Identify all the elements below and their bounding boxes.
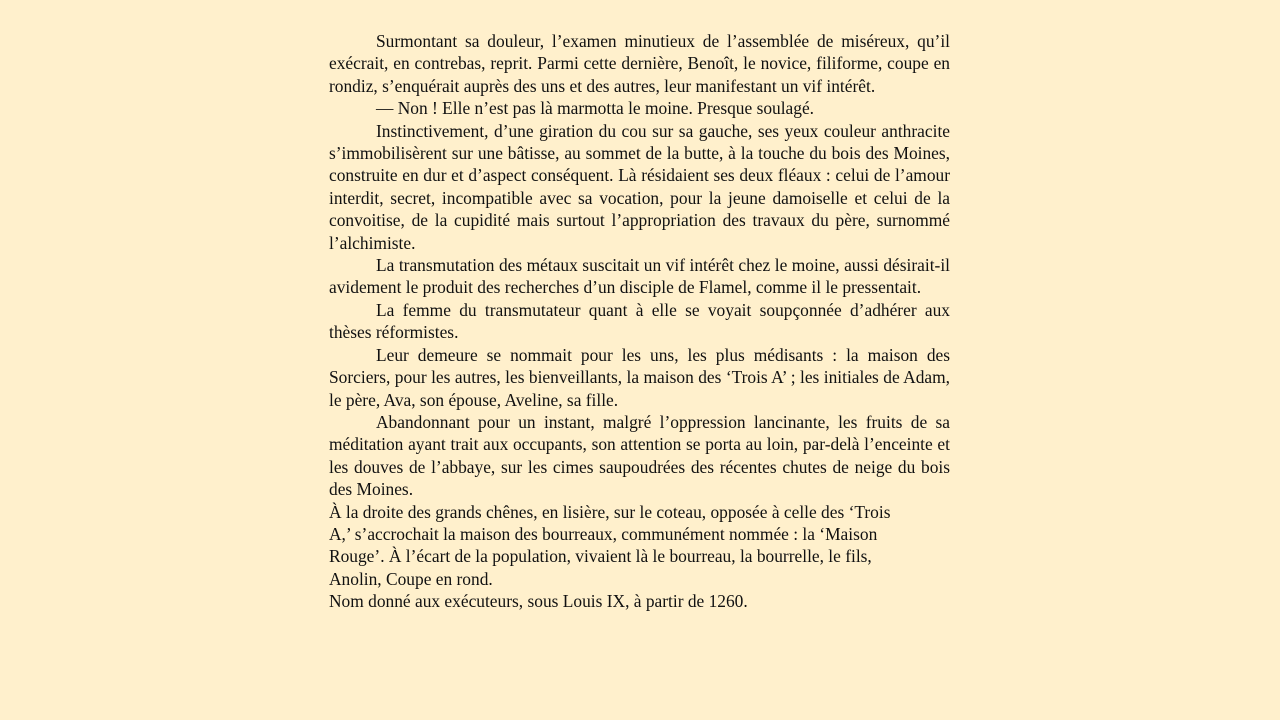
document-text — [329, 30, 950, 613]
paragraph: La transmutation des métaux suscitait un vif intérêt chez le moine, aussi désirait-il avidement le produit des recherches d’un disciple de Flamel, comme il le pressentait. — [329, 255, 950, 298]
text-line: À la droite des grands chênes, en lisière, sur le coteau, opposée à celle des ‘Trois — [329, 501, 891, 522]
text-line: A,’ s’accrochait la maison des bourreaux, communément nommée : la ‘Maison — [329, 523, 878, 544]
paragraph: Surmontant sa douleur, l’examen minutieux de l’assemblée de miséreux, qu’il exécrait, en contrebas, reprit. Parmi cette dernière, Benoît, le novice, filiforme, coupe en rondiz, s’enquérait auprès des uns et des autres, leur manifestant un vif intérêt. — [329, 31, 950, 96]
footnote-line: Nom donné aux exécuteurs, sous Louis IX, à partir de 1260. — [329, 591, 748, 612]
paragraph: Leur demeure se nommait pour les uns, les plus médisants : la maison des Sorciers, pour les autres, les bienveillants, la maison des ‘Trois A’ ; les initiales de Adam, le père, Ava, son épouse, Aveline, sa fille. — [329, 344, 950, 410]
paragraph: Abandonnant pour un instant, malgré l’oppression lancinante, les fruits de sa méditation ayant trait aux occupants, son attention se porta au loin, par-delà l’enceinte et les douves de l’abbaye, sur les cimes saupoudrées des récentes chutes de neige du bois des Moines. — [329, 411, 950, 500]
paragraph: La femme du transmutateur quant à elle se voyait soupçonnée d’adhérer aux thèses réformistes. — [329, 299, 950, 343]
paragraph: Instinctivement, d’une giration du cou sur sa gauche, ses yeux couleur anthracite s’immobilisèrent sur une bâtisse, au sommet de la butte, à la touche du bois des Moines, construite en dur et d’aspect conséquent. Là résidaient ses deux fléaux : celui de l’amour interdit, secret, incompatible avec sa vocation, pour la jeune damoiselle et celui de la convoitise, de la cupidité mais surtout l’appropriation des travaux du père, surnommé l’alchimiste. — [329, 120, 950, 253]
text-line: Anolin, Coupe en rond. — [329, 568, 493, 589]
dialogue-line: — Non ! Elle n’est pas là marmotta le moine. Presque soulagé. — [376, 98, 815, 119]
text-line: Rouge’. À l’écart de la population, vivaient là le bourreau, la bourrelle, le fils, — [329, 546, 872, 567]
